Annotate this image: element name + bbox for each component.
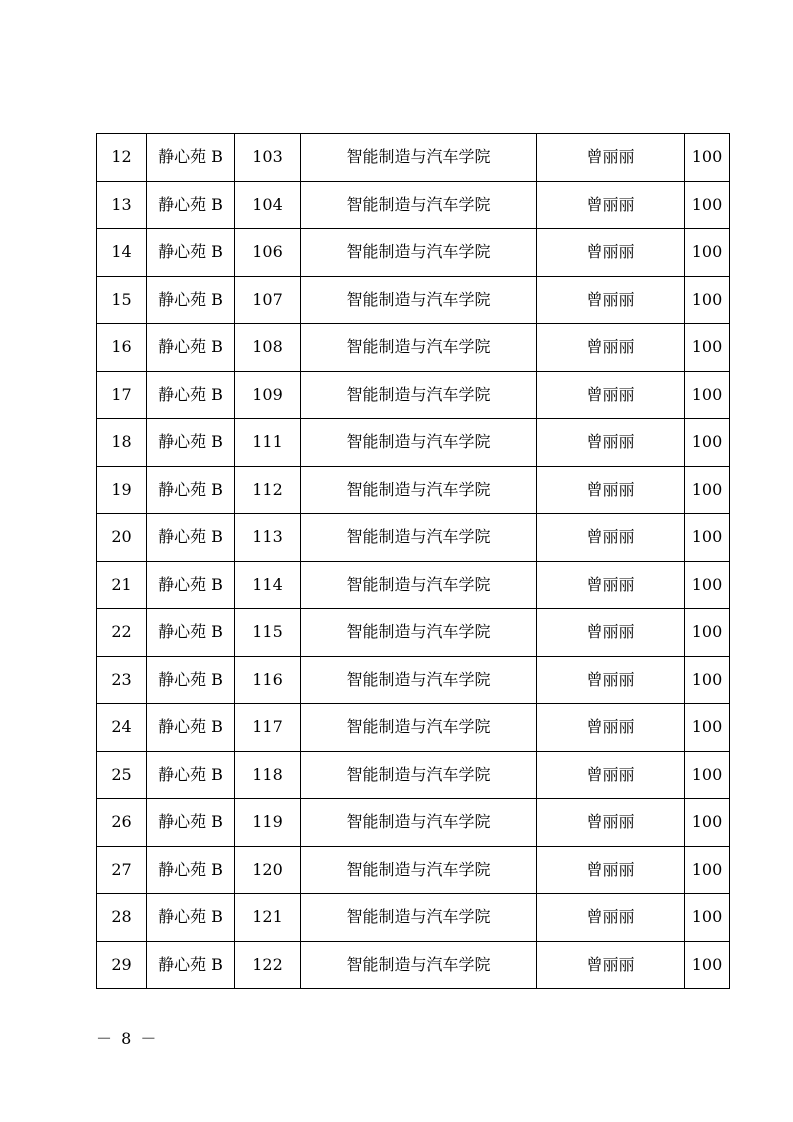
score-cell: 100 xyxy=(685,704,730,752)
person-cell: 曾丽丽 xyxy=(537,799,685,847)
row-index-cell: 18 xyxy=(97,419,147,467)
table-row xyxy=(97,751,730,799)
table-row xyxy=(97,799,730,847)
person-cell: 曾丽丽 xyxy=(537,704,685,752)
person-cell: 曾丽丽 xyxy=(537,276,685,324)
table-row xyxy=(97,609,730,657)
score-cell: 100 xyxy=(685,134,730,182)
score-cell: 100 xyxy=(685,609,730,657)
college-cell: 智能制造与汽车学院 xyxy=(301,799,537,847)
person-cell: 曾丽丽 xyxy=(537,751,685,799)
row-index-cell: 16 xyxy=(97,324,147,372)
person-cell: 曾丽丽 xyxy=(537,561,685,609)
room-cell: 120 xyxy=(235,846,301,894)
building-cell: 静心苑 B xyxy=(147,656,235,704)
building-cell: 静心苑 B xyxy=(147,514,235,562)
row-index-cell: 25 xyxy=(97,751,147,799)
room-cell: 106 xyxy=(235,229,301,277)
building-cell: 静心苑 B xyxy=(147,846,235,894)
score-cell: 100 xyxy=(685,894,730,942)
person-cell: 曾丽丽 xyxy=(537,846,685,894)
person-cell: 曾丽丽 xyxy=(537,514,685,562)
building-cell: 静心苑 B xyxy=(147,751,235,799)
building-cell: 静心苑 B xyxy=(147,799,235,847)
room-cell: 118 xyxy=(235,751,301,799)
building-cell: 静心苑 B xyxy=(147,609,235,657)
table-row xyxy=(97,324,730,372)
building-cell: 静心苑 B xyxy=(147,134,235,182)
table-row xyxy=(97,181,730,229)
college-cell: 智能制造与汽车学院 xyxy=(301,324,537,372)
building-cell: 静心苑 B xyxy=(147,894,235,942)
person-cell: 曾丽丽 xyxy=(537,419,685,467)
table-row xyxy=(97,704,730,752)
college-cell: 智能制造与汽车学院 xyxy=(301,894,537,942)
row-index-cell: 24 xyxy=(97,704,147,752)
row-index-cell: 26 xyxy=(97,799,147,847)
college-cell: 智能制造与汽车学院 xyxy=(301,371,537,419)
person-cell: 曾丽丽 xyxy=(537,609,685,657)
person-cell: 曾丽丽 xyxy=(537,324,685,372)
building-cell: 静心苑 B xyxy=(147,419,235,467)
table-row xyxy=(97,846,730,894)
college-cell: 智能制造与汽车学院 xyxy=(301,561,537,609)
college-cell: 智能制造与汽车学院 xyxy=(301,656,537,704)
score-cell: 100 xyxy=(685,419,730,467)
table-row xyxy=(97,276,730,324)
table-row xyxy=(97,371,730,419)
dormitory-score-table xyxy=(96,133,730,989)
score-cell: 100 xyxy=(685,229,730,277)
score-cell: 100 xyxy=(685,466,730,514)
row-index-cell: 22 xyxy=(97,609,147,657)
row-index-cell: 17 xyxy=(97,371,147,419)
person-cell: 曾丽丽 xyxy=(537,181,685,229)
room-cell: 121 xyxy=(235,894,301,942)
room-cell: 111 xyxy=(235,419,301,467)
row-index-cell: 14 xyxy=(97,229,147,277)
person-cell: 曾丽丽 xyxy=(537,371,685,419)
table-row xyxy=(97,229,730,277)
room-cell: 115 xyxy=(235,609,301,657)
score-cell: 100 xyxy=(685,846,730,894)
table-row xyxy=(97,894,730,942)
row-index-cell: 21 xyxy=(97,561,147,609)
row-index-cell: 13 xyxy=(97,181,147,229)
score-cell: 100 xyxy=(685,276,730,324)
row-index-cell: 12 xyxy=(97,134,147,182)
table-row xyxy=(97,561,730,609)
row-index-cell: 20 xyxy=(97,514,147,562)
college-cell: 智能制造与汽车学院 xyxy=(301,751,537,799)
college-cell: 智能制造与汽车学院 xyxy=(301,134,537,182)
row-index-cell: 19 xyxy=(97,466,147,514)
college-cell: 智能制造与汽车学院 xyxy=(301,704,537,752)
person-cell: 曾丽丽 xyxy=(537,229,685,277)
table-row xyxy=(97,656,730,704)
college-cell: 智能制造与汽车学院 xyxy=(301,609,537,657)
college-cell: 智能制造与汽车学院 xyxy=(301,941,537,989)
row-index-cell: 23 xyxy=(97,656,147,704)
row-index-cell: 15 xyxy=(97,276,147,324)
row-index-cell: 27 xyxy=(97,846,147,894)
person-cell: 曾丽丽 xyxy=(537,466,685,514)
room-cell: 122 xyxy=(235,941,301,989)
room-cell: 104 xyxy=(235,181,301,229)
person-cell: 曾丽丽 xyxy=(537,134,685,182)
building-cell: 静心苑 B xyxy=(147,324,235,372)
building-cell: 静心苑 B xyxy=(147,704,235,752)
score-cell: 100 xyxy=(685,181,730,229)
college-cell: 智能制造与汽车学院 xyxy=(301,276,537,324)
score-cell: 100 xyxy=(685,941,730,989)
college-cell: 智能制造与汽车学院 xyxy=(301,229,537,277)
person-cell: 曾丽丽 xyxy=(537,941,685,989)
room-cell: 112 xyxy=(235,466,301,514)
table-row xyxy=(97,941,730,989)
room-cell: 107 xyxy=(235,276,301,324)
room-cell: 109 xyxy=(235,371,301,419)
college-cell: 智能制造与汽车学院 xyxy=(301,846,537,894)
score-cell: 100 xyxy=(685,514,730,562)
room-cell: 108 xyxy=(235,324,301,372)
table-body xyxy=(97,134,730,989)
room-cell: 119 xyxy=(235,799,301,847)
table-row xyxy=(97,134,730,182)
room-cell: 113 xyxy=(235,514,301,562)
row-index-cell: 29 xyxy=(97,941,147,989)
score-cell: 100 xyxy=(685,656,730,704)
college-cell: 智能制造与汽车学院 xyxy=(301,419,537,467)
person-cell: 曾丽丽 xyxy=(537,894,685,942)
college-cell: 智能制造与汽车学院 xyxy=(301,514,537,562)
table-row xyxy=(97,419,730,467)
building-cell: 静心苑 B xyxy=(147,181,235,229)
score-cell: 100 xyxy=(685,371,730,419)
room-cell: 116 xyxy=(235,656,301,704)
building-cell: 静心苑 B xyxy=(147,561,235,609)
room-cell: 103 xyxy=(235,134,301,182)
score-cell: 100 xyxy=(685,751,730,799)
score-cell: 100 xyxy=(685,561,730,609)
building-cell: 静心苑 B xyxy=(147,466,235,514)
table-row xyxy=(97,466,730,514)
room-cell: 117 xyxy=(235,704,301,752)
score-cell: 100 xyxy=(685,799,730,847)
college-cell: 智能制造与汽车学院 xyxy=(301,466,537,514)
building-cell: 静心苑 B xyxy=(147,229,235,277)
building-cell: 静心苑 B xyxy=(147,941,235,989)
person-cell: 曾丽丽 xyxy=(537,656,685,704)
page-number: － 8 － xyxy=(96,1029,159,1048)
building-cell: 静心苑 B xyxy=(147,276,235,324)
college-cell: 智能制造与汽车学院 xyxy=(301,181,537,229)
building-cell: 静心苑 B xyxy=(147,371,235,419)
row-index-cell: 28 xyxy=(97,894,147,942)
score-cell: 100 xyxy=(685,324,730,372)
room-cell: 114 xyxy=(235,561,301,609)
table-row xyxy=(97,514,730,562)
